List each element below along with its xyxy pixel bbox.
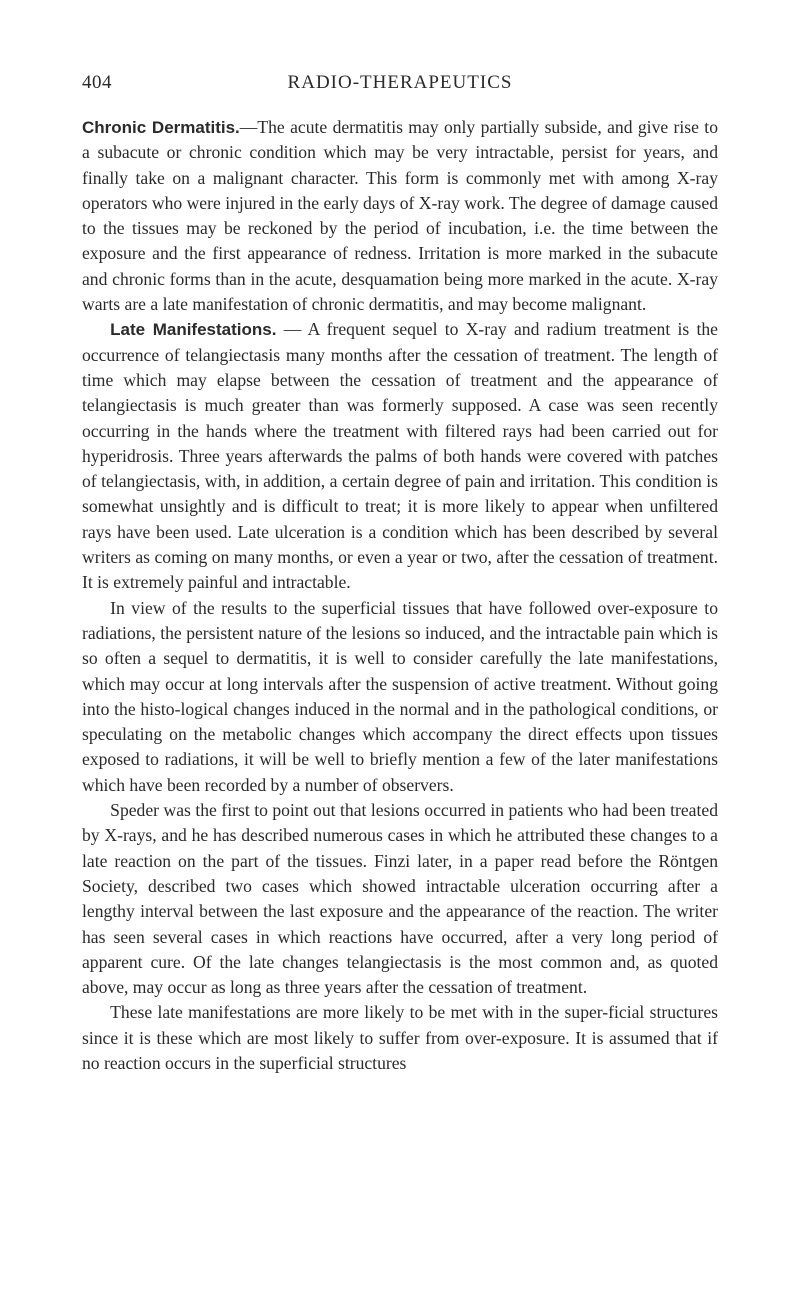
paragraph-late-manifestations xyxy=(82,317,718,595)
page-number: 404 xyxy=(82,72,112,93)
chronic-dermatitis-text: —The acute dermatitis may only partially subside, and give rise to a subacute or chronic condition which may be very intractable, persist for years, and finally take on a malignant character. This form is commonly met with among X-ray operators who were injured in the early days of X-ray work. The degree of damage caused to the tissues may be reckoned by the period of incubation, i.e. the time between the exposure and the first appearance of redness. Irritation is more marked in the subacute and chronic forms than in the acute, desquamation being more marked in the acute. X-ray warts are a late manifestation of chronic dermatitis, and may become malignant. xyxy=(82,117,718,315)
running-title: RADIO-THERAPEUTICS xyxy=(287,72,513,93)
paragraph-superficial-structures: These late manifestations are more likely to be met with in the super-ficial structures since it is these which are most likely to suffer from over-exposure. It is assumed that if no reaction occurs in the superficial structures xyxy=(82,1002,718,1073)
paragraph-chronic-dermatitis xyxy=(82,115,718,317)
running-head xyxy=(82,72,718,100)
late-manifestations-text: — A frequent sequel to X-ray and radium treatment is the occurrence of telangiectasis many months after the cessation of treatment. The length of time which may elapse between the cessation of treatment and the appearance of telangiectasis is much greater than was formerly supposed. A case was seen recently occurring in the hands where the treatment with filtered rays had been carried out for hyperidrosis. Three years afterwards the palms of both hands were covered with patches of telangiectasis, with, in addition, a certain degree of pain and irritation. This condition is somewhat unsightly and is difficult to treat; it is more likely to appear when unfiltered rays have been used. Late ulceration is a condition which has been described by several writers as coming on many months, or even a year or two, after the cessation of treatment. It is extremely painful and intractable. xyxy=(82,319,718,593)
paragraph-over-exposure: In view of the results to the superficial tissues that have followed over-exposure to radiations, the persistent nature of the lesions so induced, and the intractable pain which is so often a sequel to dermatitis, it is well to consider carefully the late manifestations, which may occur at long intervals after the suspension of active treatment. Without going into the histo-logical changes induced in the normal and in the pathological conditions, or speculating on the metabolic changes which accompany the direct effects upon tissues exposed to radiations, it will be well to briefly mention a few of the later manifestations which have been recorded by a number of observers. xyxy=(82,597,718,795)
body-text xyxy=(82,115,718,1076)
heading-late-manifestations: Late Manifestations. xyxy=(110,320,277,340)
heading-chronic-dermatitis: Chronic Dermatitis. xyxy=(82,118,240,137)
paragraph-speder: Speder was the first to point out that lesions occurred in patients who had been treated by X-rays, and he has described numerous cases in which he attributed these changes to a late reaction on the part of the tissues. Finzi later, in a paper read before the Röntgen Society, described two cases which showed intractable ulceration occurring after a lengthy interval between the last exposure and the appearance of the reaction. The writer has seen several cases in which reactions have occurred, after a very long period of apparent cure. Of the late changes telangiectasis is the most common and, as quoted above, may occur as long as three years after the cessation of treatment. xyxy=(82,800,718,998)
